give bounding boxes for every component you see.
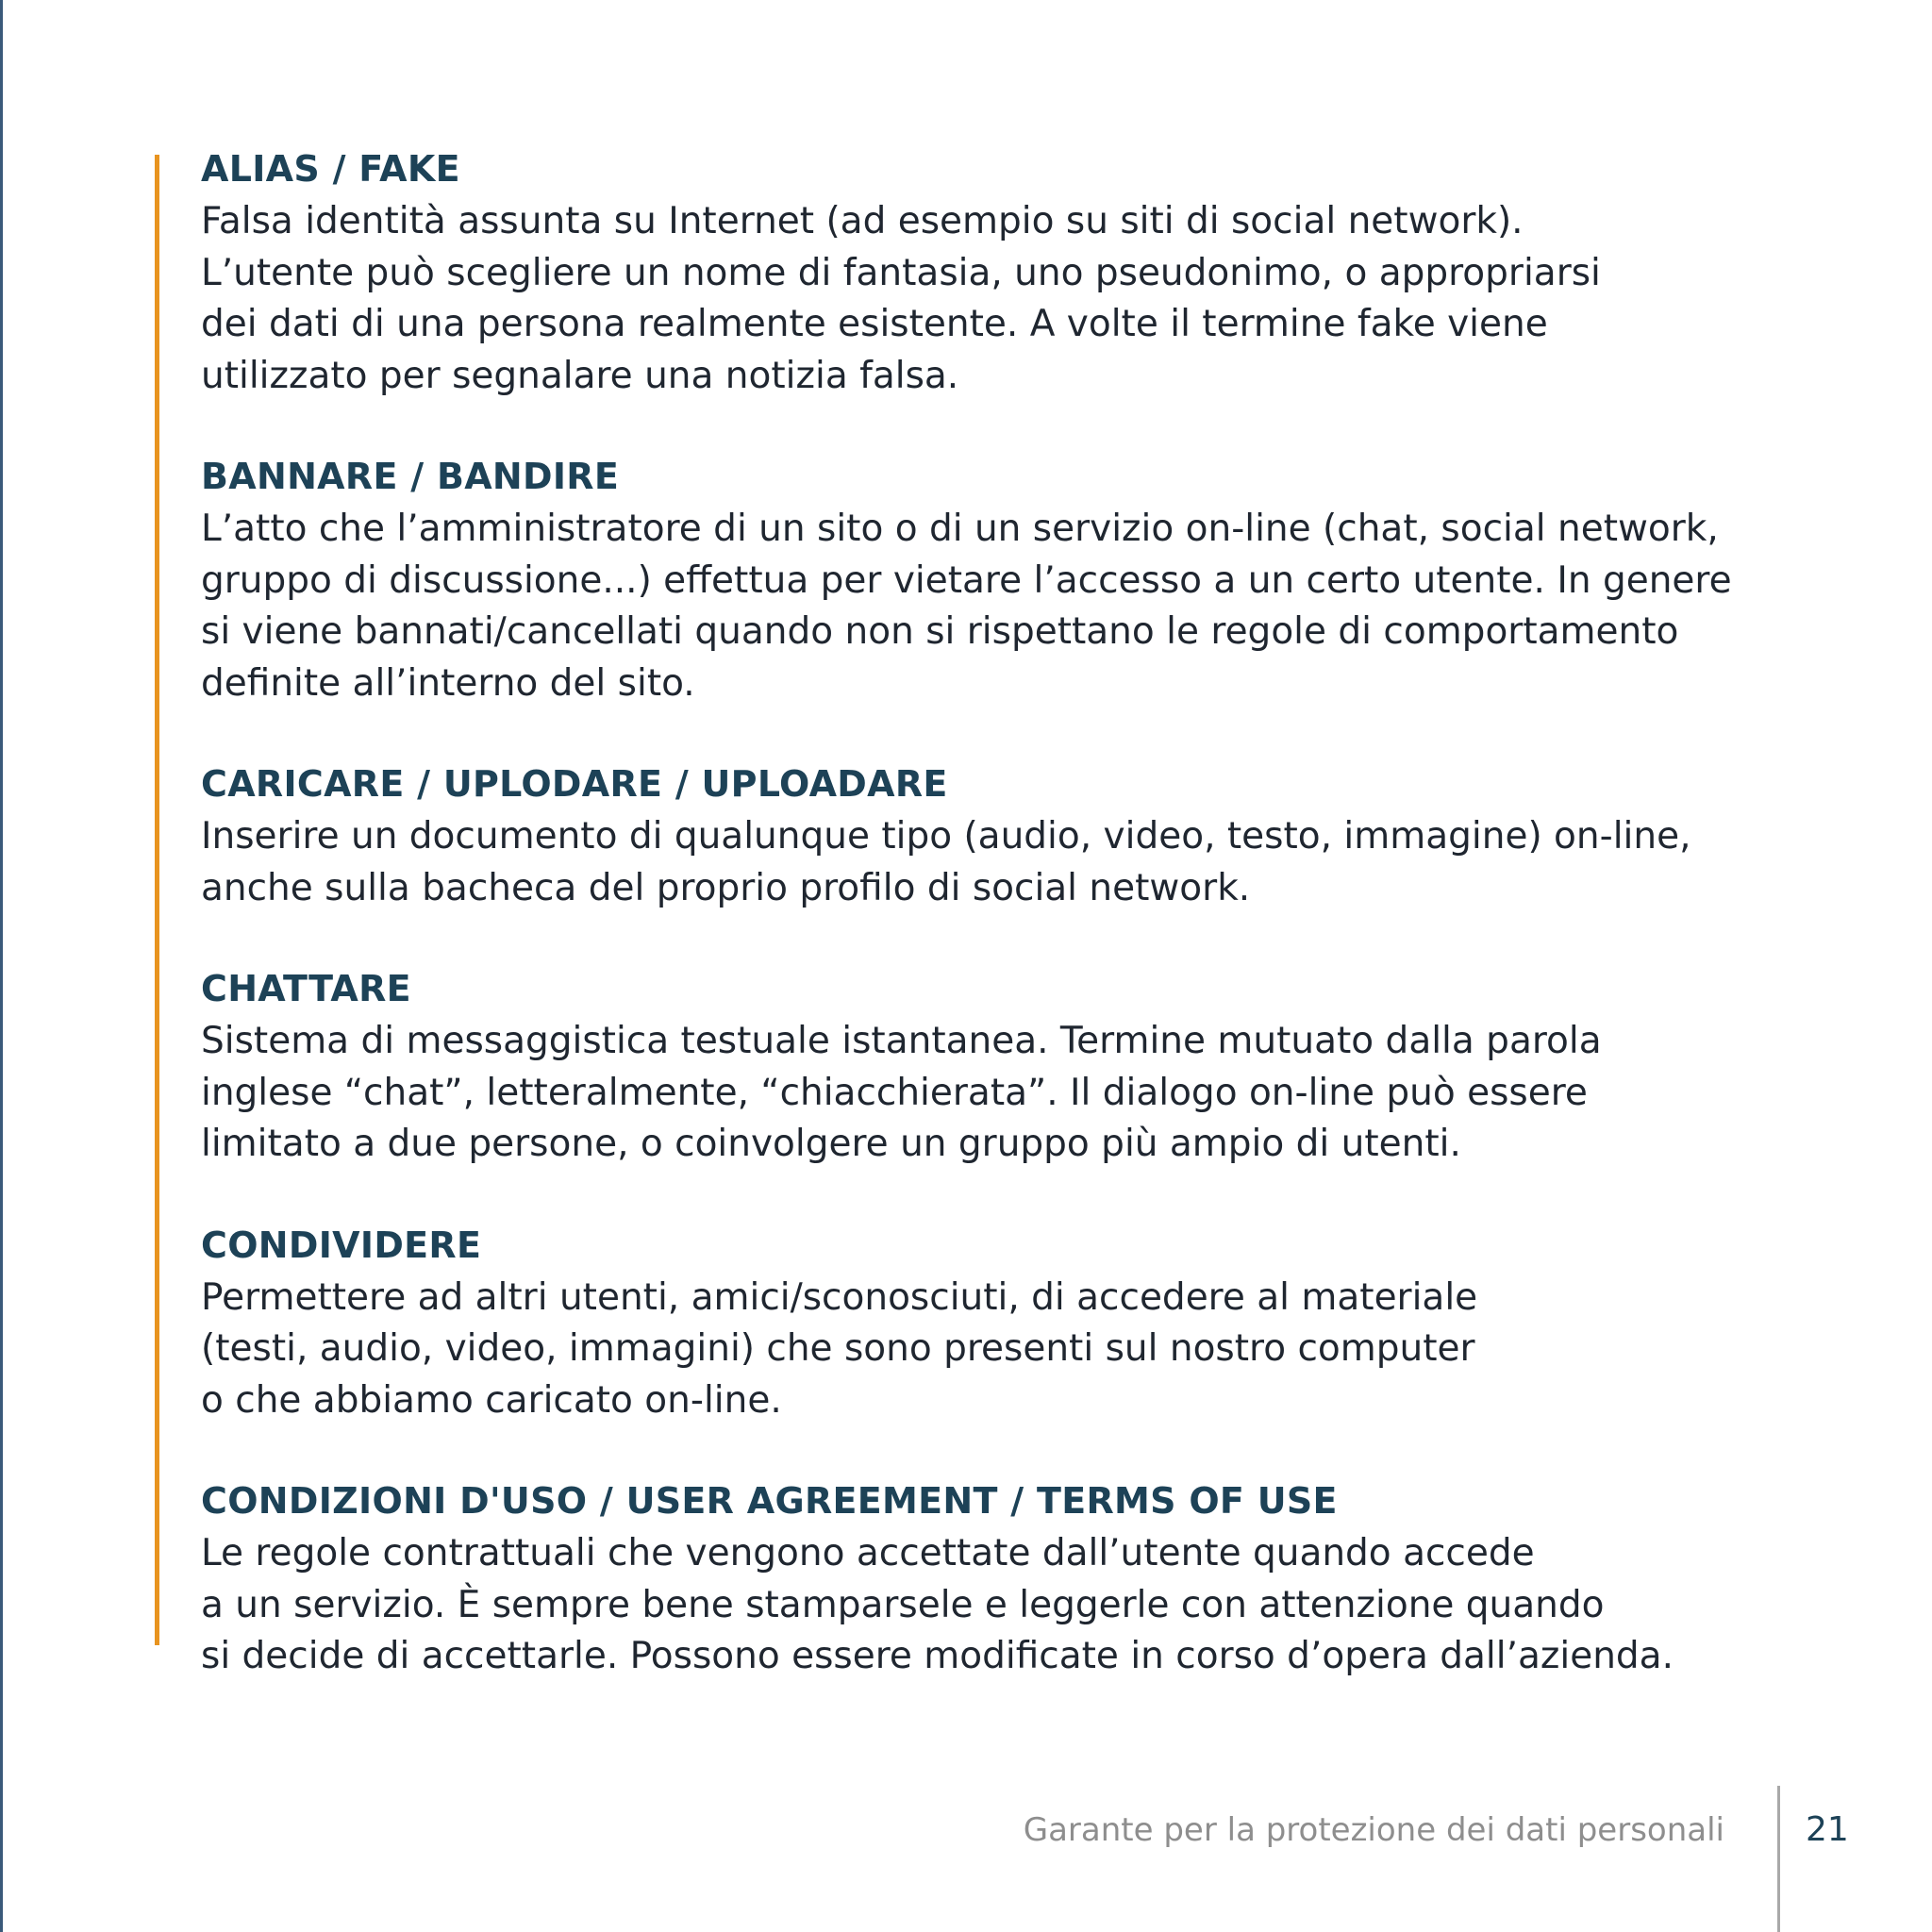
definition-line: limitato a due persone, o coinvolgere un gruppo più ampio di utenti. xyxy=(201,1123,1461,1165)
definition-line: L’atto che l’amministratore di un sito o di un servizio on-line (chat, social network, xyxy=(201,508,1719,550)
term-definition xyxy=(201,1273,1861,1427)
definition-line: definite all’interno del sito. xyxy=(201,661,695,705)
page-left-edge-line xyxy=(0,0,3,1932)
definition-line: Falsa identità assunta su Internet (ad esempio su siti di social network). xyxy=(201,200,1524,242)
term-definition xyxy=(201,1528,1861,1683)
glossary-entry-caricare xyxy=(201,757,1861,914)
term-definition xyxy=(201,196,1861,402)
accent-bar xyxy=(155,155,159,1645)
definition-line: inglese “chat”, letteralmente, “chiacchierata”. Il dialogo on-line può essere xyxy=(201,1071,1588,1114)
footer-divider xyxy=(1777,1786,1780,1932)
term-heading: CONDIVIDERE xyxy=(201,1224,482,1266)
glossary xyxy=(201,142,1861,1730)
page-number: 21 xyxy=(1806,1810,1849,1849)
definition-line: L’utente può scegliere un nome di fantasia, uno pseudonimo, o appropriarsi xyxy=(201,251,1601,294)
glossary-entry-chattare xyxy=(201,961,1861,1171)
definition-line: Le regole contrattuali che vengono accettate dall’utente quando accede xyxy=(201,1532,1535,1574)
term-heading: CONDIZIONI D'USO / USER AGREEMENT / TERMS OF USE xyxy=(201,1480,1338,1522)
definition-line: gruppo di discussione...) effettua per vietare l’accesso a un certo utente. In genere xyxy=(201,558,1732,602)
definition-line: Sistema di messaggistica testuale istantanea. Termine mutuato dalla parola xyxy=(201,1020,1602,1062)
term-definition xyxy=(201,1016,1861,1171)
definition-line: dei dati di una persona realmente esistente. A volte il termine fake viene xyxy=(201,303,1548,345)
term-definition xyxy=(201,811,1861,914)
definition-line: Inserire un documento di qualunque tipo (audio, video, testo, immagine) on-line, xyxy=(201,815,1691,858)
definition-line: (testi, audio, video, immagini) che sono presenti sul nostro computer xyxy=(201,1327,1475,1370)
term-heading: BANNARE / BANDIRE xyxy=(201,456,620,497)
term-heading: CHATTARE xyxy=(201,968,411,1009)
glossary-entry-condizioni-duso xyxy=(201,1474,1861,1683)
definition-line: utilizzato per segnalare una notizia falsa. xyxy=(201,354,959,397)
definition-line: anche sulla bacheca del proprio profilo di social network. xyxy=(201,866,1251,909)
footer-publisher: Garante per la protezione dei dati personali xyxy=(1023,1811,1724,1849)
glossary-entry-alias-fake xyxy=(201,142,1861,402)
term-heading: ALIAS / FAKE xyxy=(201,148,460,190)
term-heading: CARICARE / UPLODARE / UPLOADARE xyxy=(201,763,948,805)
glossary-entry-condividere xyxy=(201,1218,1861,1427)
definition-line: si viene bannati/cancellati quando non si rispettano le regole di comportamento xyxy=(201,610,1679,653)
definition-line: si decide di accettarle. Possono essere modificate in corso d’opera dall’azienda. xyxy=(201,1635,1674,1677)
term-definition xyxy=(201,504,1861,709)
definition-line: a un servizio. È sempre bene stamparsele e leggerle con attenzione quando xyxy=(201,1583,1605,1626)
definition-line: o che abbiamo caricato on-line. xyxy=(201,1378,782,1422)
glossary-entry-bannare-bandire xyxy=(201,449,1861,709)
definition-line: Permettere ad altri utenti, amici/sconosciuti, di accedere al materiale xyxy=(201,1275,1478,1319)
